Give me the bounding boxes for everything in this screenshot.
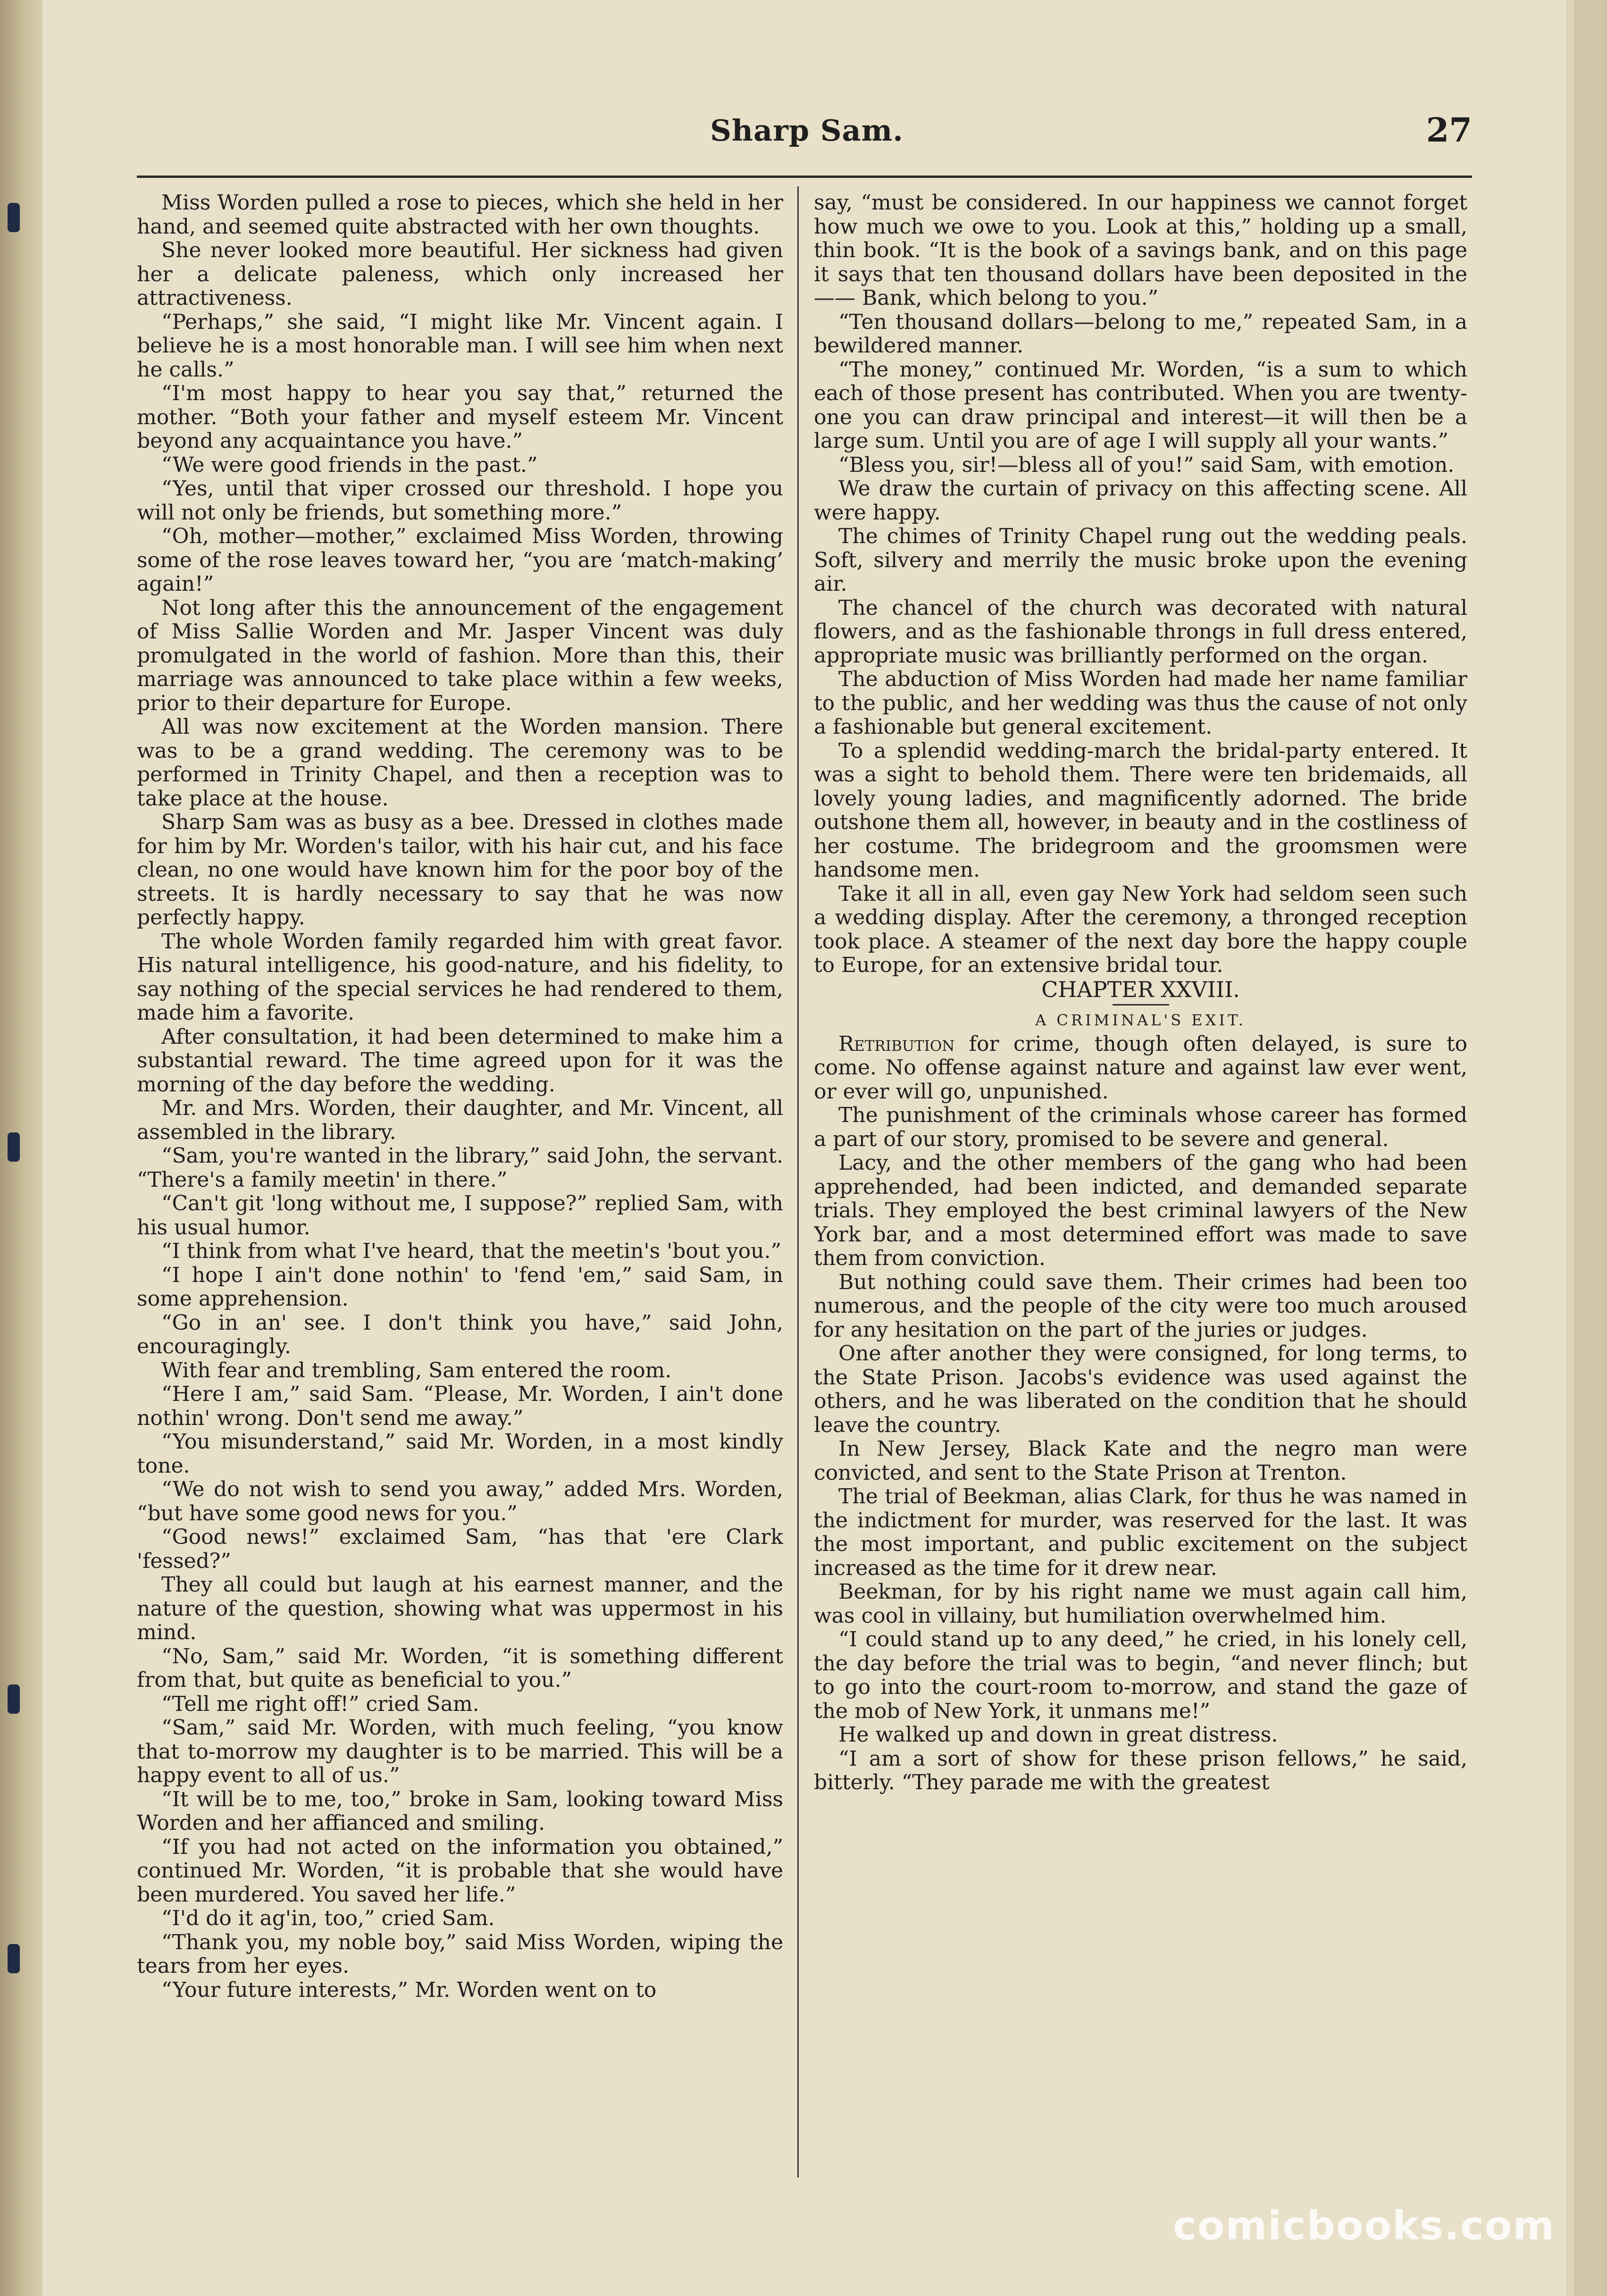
paragraph: [137, 1525, 783, 1573]
paragraph-text: “Bless you, sir!—bless all of you!” said Sam, with emotion.: [838, 452, 1455, 477]
paragraph: [814, 358, 1467, 453]
paragraph-text: Take it all in all, even gay New York had seldom seen such a wedding display. After the ceremony, a thronged reception took place. A steamer of the next day bore the happy couple to Europe, for an extensive bridal tour.: [814, 881, 1467, 977]
paragraph-text: Lacy, and the other members of the gang who had been apprehended, had been indicted, and demanded separate trials. They employed the best criminal lawyers of the New York bar, and a most determined effort was made to save them from conviction.: [814, 1151, 1467, 1270]
paragraph: [137, 1716, 783, 1788]
page-number: 27: [1426, 110, 1472, 150]
left-text-column: [137, 191, 783, 2173]
paragraph: [137, 453, 783, 478]
paragraph: [137, 382, 783, 453]
binding-staple-mark: [8, 1944, 20, 1973]
paragraph: [814, 596, 1467, 668]
paragraph: [814, 1747, 1467, 1795]
paragraph-text: To a splendid wedding-march the bridal-party entered. It was a sight to behold them. There were ten bridemaids, all lovely young ladies, and magnificently adorned. The bride outshone them all, however, in beauty and in the costliness of her costume. The bridegroom and the groomsmen were handsome men.: [814, 738, 1467, 882]
paragraph: [137, 1430, 783, 1478]
page-spine: [0, 0, 42, 2296]
binding-staple-mark: [8, 1132, 20, 1162]
paragraph: [814, 1437, 1467, 1485]
right-column-bottom-text: [814, 1032, 1467, 1795]
paragraph: [137, 1478, 783, 1525]
paragraph-text: “I hope I ain't done nothin' to 'fend 'em,” said Sam, in some apprehension.: [137, 1263, 783, 1311]
chapter-subtitle: A CRIMINAL'S EXIT.: [1035, 1011, 1246, 1029]
header-rule: [137, 176, 1472, 178]
paragraph: [137, 715, 783, 811]
paragraph: [137, 1788, 783, 1835]
paragraph-text: “Ten thousand dollars—belong to me,” repeated Sam, in a bewildered manner.: [814, 310, 1467, 358]
paragraph-text: “The money,” continued Mr. Worden, “is a sum to which each of those present has contributed. When you are twenty-one you can draw principal and interest—it will then be a large sum. Until you are of age I will supply all your wants.”: [814, 357, 1467, 453]
paragraph: [137, 477, 783, 525]
paragraph: [814, 1723, 1467, 1747]
right-text-column: [814, 191, 1467, 2173]
paragraph: [137, 811, 783, 930]
paragraph: [137, 1978, 783, 2003]
paragraph-text: “Can't git 'long without me, I suppose?” replied Sam, with his usual humor.: [137, 1191, 783, 1240]
paragraph-text: “Here I am,” said Sam. “Please, Mr. Worden, I ain't done nothin' wrong. Don't send me away.”: [137, 1382, 783, 1430]
paragraph: [814, 1485, 1467, 1580]
paragraph-text: “We do not wish to send you away,” added Mrs. Worden, “but have some good news for you.”: [137, 1477, 783, 1525]
paragraph-text: The chimes of Trinity Chapel rung out the wedding peals. Soft, silvery and merrily the music broke upon the evening air.: [814, 524, 1467, 596]
paragraph: [137, 1907, 783, 1931]
paragraph-text: “We were good friends in the past.”: [161, 452, 538, 477]
paragraph: [137, 1645, 783, 1693]
paragraph-text: All was now excitement at the Worden mansion. There was to be a grand wedding. The ceremony was to be performed in Trinity Chapel, and then a reception was to take place at the house.: [137, 715, 783, 811]
paragraph: [137, 310, 783, 382]
paragraph: [814, 882, 1467, 978]
paragraph: [814, 1104, 1467, 1151]
paragraph-text: After consultation, it had been determined to make him a substantial reward. The time agreed upon for it was the morning of the day before the wedding.: [137, 1024, 783, 1097]
paragraph: [137, 1931, 783, 1978]
paragraph: [814, 525, 1467, 596]
paragraph: [137, 1573, 783, 1645]
paragraph: [814, 1151, 1467, 1271]
page-edge: [1574, 0, 1607, 2296]
paragraph-text: Not long after this the announcement of the engagement of Miss Sallie Worden and Mr. Jasper Vincent was duly promulgated in the world of fashion. More than this, their marriage was announced to take place within a few weeks, prior to their departure for Europe.: [137, 595, 783, 715]
column-divider: [797, 186, 799, 2178]
paragraph-lead-word: Retribution: [838, 1031, 955, 1056]
paragraph-text: “Good news!” exclaimed Sam, “has that 'ere Clark 'fessed?”: [137, 1525, 783, 1573]
paragraph: [814, 1628, 1467, 1723]
paragraph: [137, 596, 783, 716]
paragraph: [137, 1359, 783, 1383]
running-title: Sharp Sam.: [710, 113, 904, 148]
paragraph: [137, 1311, 783, 1359]
paragraph-text: Sharp Sam was as busy as a bee. Dressed in clothes made for him by Mr. Worden's tailor, with his hair cut, and his face clean, no one would have known him for the poor boy of the streets. It is hardly necessary to say that he was now perfectly happy.: [137, 810, 783, 930]
paragraph-text: The abduction of Miss Worden had made her name familiar to the public, and her wedding was thus the cause of not only a fashionable but general excitement.: [814, 667, 1467, 739]
paragraph-text: The punishment of the criminals whose career has formed a part of our story, promised to be severe and general.: [814, 1103, 1467, 1151]
paragraph: [137, 1240, 783, 1264]
paragraph: [137, 930, 783, 1025]
paragraph-text: “I'd do it ag'in, too,” cried Sam.: [161, 1906, 495, 1930]
paragraph-text: In New Jersey, Black Kate and the negro man were convicted, and sent to the State Prison at Trenton.: [814, 1437, 1467, 1485]
paragraph-text: say, “must be considered. In our happiness we cannot forget how much we owe to you. Look at this,” holding up a small, thin book. “It is the book of a savings bank, and on this page it says that ten thousand dollars have been deposited in the —— Bank, which belong to you.”: [814, 191, 1467, 310]
paragraph: [137, 1264, 783, 1311]
paragraph: [814, 1342, 1467, 1437]
paragraph-text: “Your future interests,” Mr. Worden went on to: [161, 1978, 657, 2002]
paragraph-text: “Yes, until that viper crossed our threshold. I hope you will not only be friends, but something more.”: [137, 477, 783, 525]
paragraph-text: “You misunderstand,” said Mr. Worden, in a most kindly tone.: [137, 1430, 783, 1478]
paragraph-text: “It will be to me, too,” broke in Sam, looking toward Miss Worden and her affianced and smiling.: [137, 1787, 783, 1835]
running-header: [142, 104, 1472, 160]
paragraph: [814, 739, 1467, 882]
paragraph-text: “Sam,” said Mr. Worden, with much feeling, “you know that to-morrow my daughter is to be married. This will be a happy event to all of us.”: [137, 1716, 783, 1787]
right-column-top-text: [814, 191, 1467, 978]
paragraph: [814, 1032, 1467, 1104]
paragraph-text: We draw the curtain of privacy on this affecting scene. All were happy.: [814, 477, 1467, 525]
paragraph-text: “I could stand up to any deed,” he cried, in his lonely cell, the day before the trial was to begin, “and never flinch; but to go into the court-room to-morrow, and stand the gaze of the mob of New York, it unmans me!”: [814, 1627, 1467, 1723]
paragraph: [814, 310, 1467, 358]
paragraph-text: “Oh, mother—mother,” exclaimed Miss Worden, throwing some of the rose leaves toward her, “you are ‘match-making’ again!”: [137, 524, 783, 596]
paragraph: [814, 453, 1467, 478]
paragraph: [137, 1025, 783, 1097]
paragraph-text: “If you had not acted on the information you obtained,” continued Mr. Worden, “it is probable that she would have been murdered. You saved her life.”: [137, 1835, 783, 1907]
paragraph-text: “I am a sort of show for these prison fellows,” he said, bitterly. “They parade me with the greatest: [814, 1746, 1467, 1794]
paragraph-text: The whole Worden family regarded him with great favor. His natural intelligence, his good-nature, and his fidelity, to say nothing of the special services he had rendered to them, made him a favorite.: [137, 929, 783, 1025]
paragraph-text: The chancel of the church was decorated with natural flowers, and as the fashionable throngs in full dress entered, appropriate music was brilliantly performed on the organ.: [814, 595, 1467, 668]
paragraph: [814, 668, 1467, 739]
paragraph: [137, 1835, 783, 1907]
paragraph-text: Mr. and Mrs. Worden, their daughter, and Mr. Vincent, all assembled in the library.: [137, 1096, 783, 1144]
paragraph: [137, 525, 783, 596]
paragraph: [814, 191, 1467, 310]
paragraph-text: But nothing could save them. Their crimes had been too numerous, and the people of the city were too much aroused for any hesitation on the part of the juries or judges.: [814, 1270, 1467, 1342]
paragraph: [137, 191, 783, 239]
paragraph: [137, 1144, 783, 1192]
chapter-heading: CHAPTER XXVIII.: [1041, 976, 1240, 1002]
paragraph-text: He walked up and down in great distress.: [838, 1723, 1278, 1747]
paragraph-text: “Tell me right off!” cried Sam.: [161, 1692, 479, 1716]
paragraph-text: She never looked more beautiful. Her sickness had given her a delicate paleness, which only increased her attractiveness.: [137, 238, 783, 310]
paragraph-text: The trial of Beekman, alias Clark, for thus he was named in the indictment for murder, was reserved for the last. It was the most important, and public excitement on the subject increased as the time for it drew near.: [814, 1484, 1467, 1580]
paragraph-text: With fear and trembling, Sam entered the room.: [161, 1358, 672, 1383]
paragraph-text: One after another they were consigned, for long terms, to the State Prison. Jacobs's evidence was used against the others, and he was liberated on the condition that he should leave the country.: [814, 1341, 1467, 1437]
watermark-text: comicbooks.com: [1173, 2203, 1555, 2249]
paragraph: [137, 1097, 783, 1144]
paragraph: [814, 1580, 1467, 1628]
paragraph-text: Beekman, for by his right name we must again call him, was cool in villainy, but humiliation overwhelmed him.: [814, 1580, 1467, 1628]
paragraph-text: “Thank you, my noble boy,” said Miss Worden, wiping the tears from her eyes.: [137, 1930, 783, 1978]
paragraph-text: for crime, though often delayed, is sure to come. No offense against nature and against law ever went, or ever will go, unpunished.: [814, 1031, 1467, 1104]
paragraph: [137, 1693, 783, 1717]
paragraph-text: “Sam, you're wanted in the library,” said John, the servant. “There's a family meetin' in there.”: [137, 1144, 783, 1192]
paragraph-text: Miss Worden pulled a rose to pieces, which she held in her hand, and seemed quite abstracted with her own thoughts.: [137, 191, 783, 239]
chapter-rule: [1113, 1004, 1169, 1006]
binding-staple-mark: [8, 1684, 20, 1714]
paragraph-text: “I think from what I've heard, that the meetin's 'bout you.”: [161, 1239, 781, 1263]
paragraph: [814, 477, 1467, 525]
paragraph: [137, 1383, 783, 1430]
paragraph-text: “No, Sam,” said Mr. Worden, “it is something different from that, but quite as beneficial to you.”: [137, 1644, 783, 1692]
paragraph-text: They all could but laugh at his earnest manner, and the nature of the question, showing what was uppermost in his mind.: [137, 1573, 783, 1644]
paragraph: [814, 1271, 1467, 1342]
paragraph-text: “Go in an' see. I don't think you have,” said John, encouragingly.: [137, 1310, 783, 1358]
paragraph-text: “Perhaps,” she said, “I might like Mr. Vincent again. I believe he is a most honorable man. I will see him when next he calls.”: [137, 310, 783, 382]
paragraph-text: “I'm most happy to hear you say that,” returned the mother. “Both your father and myself esteem Mr. Vincent beyond any acquaintance you have.”: [137, 381, 783, 453]
binding-staple-mark: [8, 203, 20, 232]
paragraph: [137, 1192, 783, 1240]
paragraph: [137, 239, 783, 310]
